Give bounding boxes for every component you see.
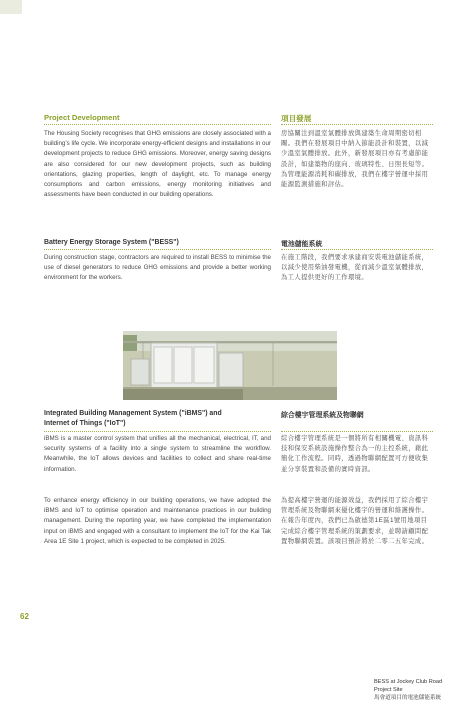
page-number: 62 [20,612,29,621]
ibms-divider-zh [281,431,433,432]
section-body-zh: 房協關注到溫室氣體排放與建築生命周期密切相關。我們在發展項目中納入節能設計和裝置，以減少溫室氣體排放。此外，新發展項目亦有考慮節能設計，如建築物的座向、玻璃特性、日照長短等。為管理能源消耗和碳排放，我們在樓宇營運中採用能源監測措施和評估。 [281,130,429,189]
ibms-title-en-line1: Integrated Building Management System ("iBMS") and [44,410,222,417]
ibms-title-en [44,409,222,428]
caption-en-line1: BESS at Jockey Club Road [374,679,443,685]
ibms-title-zh: 綜合樓宇管理系統及物聯網 [281,412,364,419]
section-divider-zh [281,124,433,125]
section-title-en: Project Development [44,113,120,122]
bess-site-illustration [123,331,337,400]
ibms-divider-en [44,431,271,432]
caption-zh: 馬會道項目的電池儲能系統 [374,695,442,701]
section-body-en: The Housing Society recognises that GHG emissions are closely associated with a building’s life cycle. We incorporate energy-efficient designs and installations in our development projects to reduce GHG emissions. Moreover, energy saving designs are also considered for our new development projects, such as building orientations, glazing properties, length of daylight, etc. To manage energy consumptions and carbon emissions, energy monitoring initiatives and assessments have been conducted in our building operations. [44,130,271,199]
photo-caption [371,676,457,711]
section-title-zh: 項目發展 [281,114,312,123]
bess-divider-en [44,249,271,250]
bess-body-zh: 在施工階段，我們要求承建商安裝電池儲能系統，以減少使用柴油發電機，從而減少溫室氣體排放，為工人提供更好的工作環境。 [281,254,429,282]
ibms-body-en-1: iBMS is a master control system that unifies all the mechanical, electrical, IT, and security systems of a facility into a single system to streamline the workflow. Meanwhile, the IoT allows devices and facilities to collect and share real-time information. [44,435,271,473]
caption-en-line2: Project Site [374,687,403,693]
ibms-body-zh-2: 為提高樓宇營運的能源效益，我們採用了綜合樓宇管理系統及物聯網來優化樓宇的營運和維護操作。在報告年度內，我們已為啟德第1E區1號用地項目完成綜合樓宇管理系統的策劃要求，並聘請顧問配置物聯網裝置。該項目預計將於二零二五年完成。 [281,497,429,545]
ibms-title-en-line2: Internet of Things ("IoT") [44,419,126,427]
bess-divider-zh [281,249,433,250]
ibms-body-en-2: To enhance energy efficiency in our building operations, we have adopted the iBMS and IoT to optimise operation and maintenance practices in our building management. During the reporting year, we have completed the implementation input on iBMS and engaged with a consultant to implement the IoT for the Kai Tak Area 1E Site 1 project, which is expected to be completed in 2025. [44,497,271,545]
bess-body-en: During construction stage, contractors are required to install BESS to minimise the use of diesel generators to reduce GHG emissions and provide a better working environment for the workers. [44,254,271,282]
bess-title-zh: 電池儲能系統 [281,241,323,248]
ibms-body-zh-1: 綜合樓宇管理系統是一個將所有相關機電、資訊科技和保安系統設施操作整合為一的主控系統，藉此簡化工作流程。同時，透過物聯網配置可方便收集並分享裝置和設備的實時資訊。 [281,435,429,473]
bess-title-en: Battery Energy Storage System ("BESS") [44,239,179,246]
section-divider-en [44,124,271,125]
corner-tab [0,0,22,14]
